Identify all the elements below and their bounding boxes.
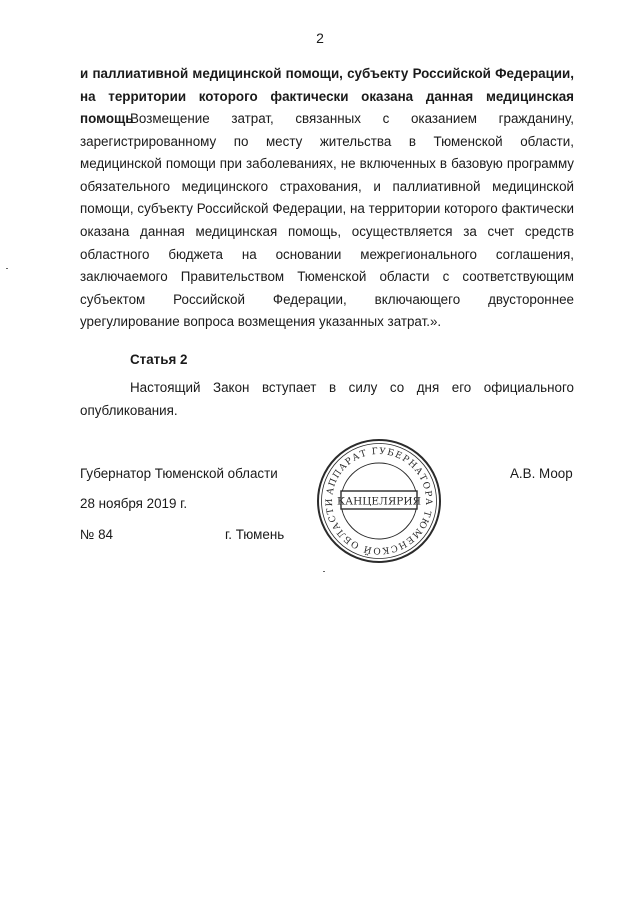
article-title: Статья 2 [130, 352, 188, 367]
stamp-center-text: КАНЦЕЛЯРИЯ [337, 495, 421, 508]
scan-speck [6, 268, 8, 269]
heading-line-2: на территории которого фактически оказана данная медицинская помощь [80, 88, 574, 126]
article-text: Настоящий Закон вступает в силу со дня его официального опубликования. [80, 380, 574, 418]
law-number: № 84 [80, 527, 113, 542]
signing-city: г. Тюмень [225, 527, 285, 542]
page-number: 2 [316, 30, 324, 46]
governor-title: Губернатор Тюменской области [80, 466, 278, 481]
stamp-outer-textpath: АППАРАТ ГУБЕРНАТОРА ТЮМЕНСКОЙ ОБЛАСТИ [324, 446, 434, 556]
governor-name: А.В. Моор [510, 466, 573, 481]
heading-line-1: и паллиативной медицинской помощи, субъекту Российской Федерации, [80, 66, 574, 81]
official-stamp [315, 437, 443, 565]
scan-speck [323, 571, 325, 572]
signing-date: 28 ноября 2019 г. [80, 496, 188, 511]
body-paragraph: Возмещение затрат, связанных с оказанием гражданину, зарегистрированному по месту жительства в Тюменской области, медицинской помощи при заболеваниях, не включенных в базовую программу обязательного медицинского страхования, и паллиативной медицинской помощи, субъекту Российской Федерации, на территории которого фактически оказана данная медицинская помощь, осуществляется за счет средств областного бюджета на основании межрегионального соглашения, заключаемого Правительством Тюменской области с соответствующим субъектом Российской Федерации, включающего двустороннее урегулирование вопроса возмещения указанных затрат.». [80, 111, 574, 330]
